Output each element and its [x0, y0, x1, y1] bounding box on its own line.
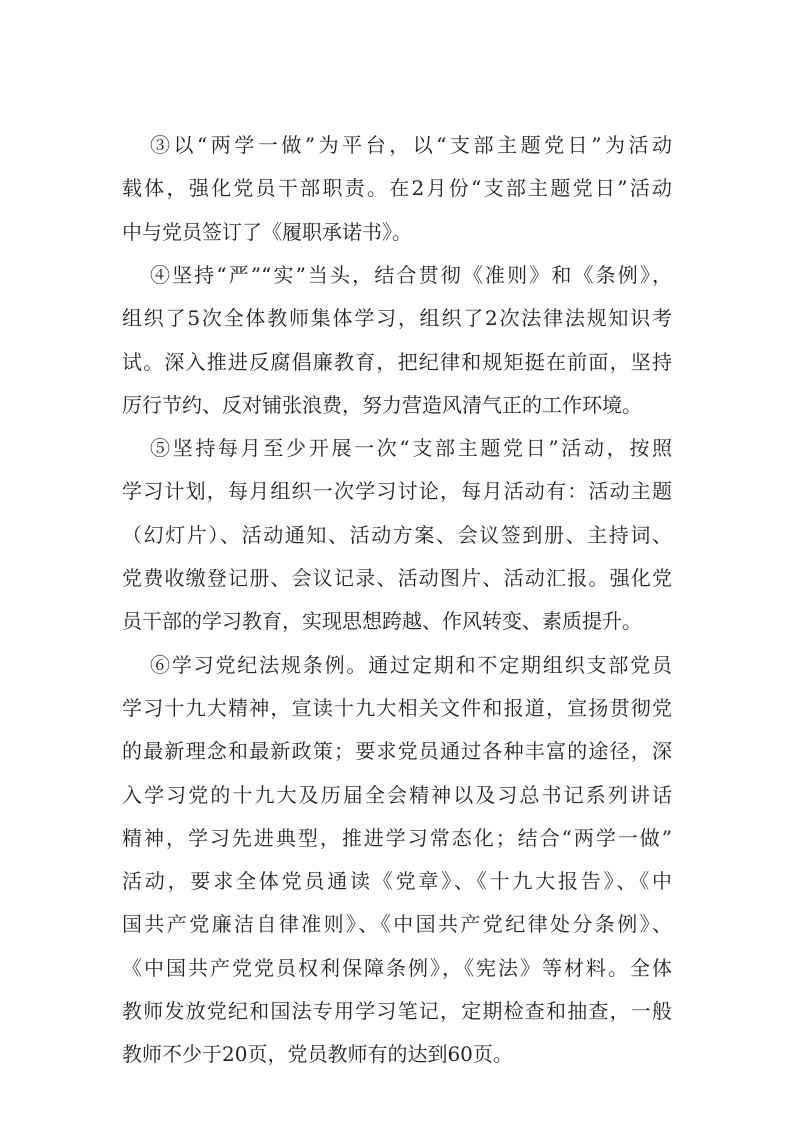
text-line: 教师发放党纪和国法专用学习笔记，定期检查和抽查，一般	[122, 999, 672, 1023]
text-line: 载体，强化党员干部职责。在2月份“支部主题党日”活动	[122, 176, 672, 201]
text-line: ③以“两学一做”为平台，以“支部主题党日”为活动	[150, 133, 672, 157]
text-line: 《中国共产党党员权利保障条例》，《宪法》等材料。全体	[122, 955, 672, 980]
text-line: 精神，学习先进典型，推进学习常态化；结合“两学一做”	[122, 825, 672, 850]
text-line: 厉行节约、反对铺张浪费，努力营造风清气正的工作环境。	[122, 392, 642, 417]
text-line: 活动，要求全体党员通读《党章》、《十九大报告》、《中	[122, 869, 672, 894]
text-line: ④坚持“严”“实”当头，结合贯彻《准则》和《条例》，	[150, 262, 672, 287]
text-line: 中与党员签订了《履职承诺书》。	[122, 219, 412, 244]
text-line: 教师不少于20页，党员教师有的达到60页。	[122, 1042, 513, 1067]
text-line: 学习十九大精神，宣读十九大相关文件和报道，宣扬贯彻党	[122, 695, 672, 720]
text-line: 学习计划，每月组织一次学习讨论，每月活动有：活动主题	[122, 479, 672, 504]
text-line: 试。深入推进反腐倡廉教育，把纪律和规矩挺在前面，坚持	[122, 349, 672, 374]
text-line: 国共产党廉洁自律准则》、《中国共产党纪律处分条例》、	[122, 912, 672, 937]
text-line: ⑤坚持每月至少开展一次“支部主题党日”活动，按照	[150, 436, 672, 461]
text-line: 组织了5次全体教师集体学习，组织了2次法律法规知识考	[122, 306, 672, 331]
text-line: 党费收缴登记册、会议记录、活动图片、活动汇报。强化党	[122, 566, 672, 590]
text-line: 入学习党的十九大及历届全会精神以及习总书记系列讲话	[122, 782, 672, 807]
text-line: ⑥学习党纪法规条例。通过定期和不定期组织支部党员	[150, 652, 672, 677]
text-line: 员干部的学习教育，实现思想跨越、作风转变、素质提升。	[122, 609, 642, 634]
text-line: （幻灯片）、活动通知、活动方案、会议签到册、主持词、	[122, 522, 672, 547]
text-line: 的最新理念和最新政策；要求党员通过各种丰富的途径，深	[122, 739, 672, 764]
